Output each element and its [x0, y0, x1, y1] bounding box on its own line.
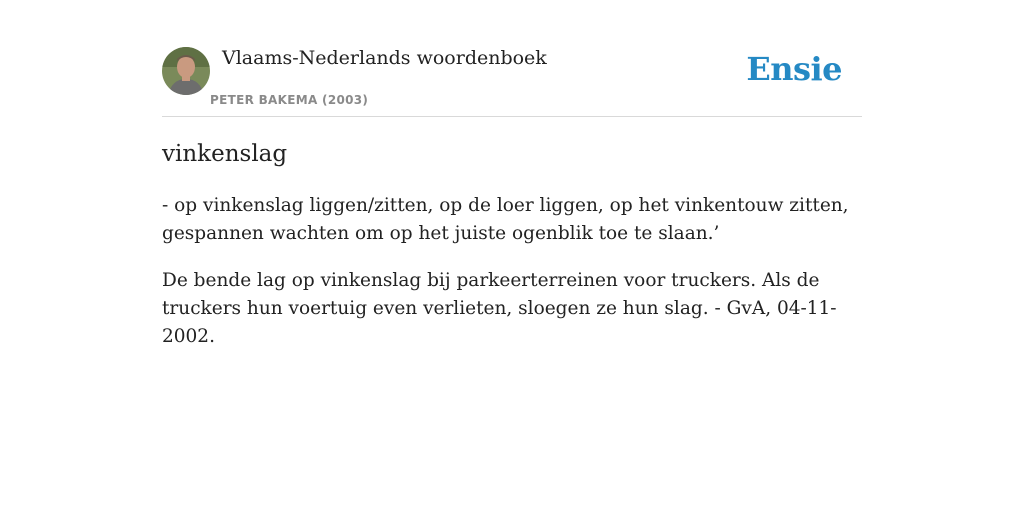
- brand-logo[interactable]: Ensie: [746, 50, 842, 88]
- avatar-photo-icon: [162, 47, 210, 95]
- entry-title: vinkenslag: [162, 141, 288, 167]
- header: [162, 0, 862, 117]
- book-title[interactable]: Vlaams-Nederlands woordenboek: [222, 47, 547, 69]
- entry-definition: - op vinkenslag liggen/zitten, op de loer liggen, op het vinkentouw zitten, gespannen wachten om op het juiste ogenblik toe te slaan.’: [162, 195, 849, 244]
- author-name[interactable]: PETER BAKEMA (2003): [210, 93, 369, 107]
- entry-example: De bende lag op vinkenslag bij parkeerterreinen voor truckers. Als de truckers hun voertuig even verlieten, sloegen ze hun slag. - GvA, 04-11-2002.: [162, 270, 837, 347]
- author-avatar[interactable]: [162, 47, 210, 95]
- page-container: [162, 0, 862, 347]
